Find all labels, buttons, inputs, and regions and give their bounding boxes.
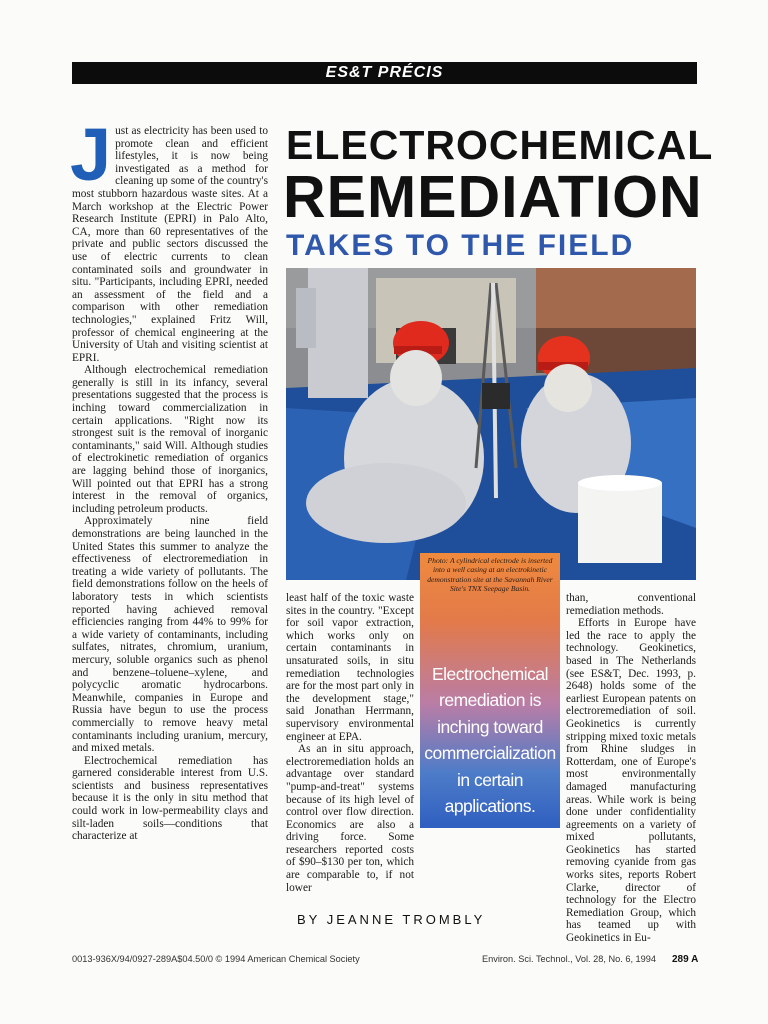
title-line-3: TAKES TO THE FIELD [286, 229, 635, 262]
footer-journal: Environ. Sci. Technol., Vol. 28, No. 6, 1994 [482, 954, 656, 964]
paragraph-7: than, conventional remediation methods. [566, 592, 696, 617]
footer-copyright: 0013-936X/94/0927-289A$04.50/0 © 1994 American Chemical Society [72, 954, 360, 964]
title-line-1: ELECTROCHEMICAL [286, 122, 714, 168]
footer-page-number: 289 A [672, 954, 699, 965]
pull-quote-line: inching toward [437, 716, 543, 737]
field-photo-illustration [286, 268, 696, 580]
caption-box [420, 553, 560, 828]
paragraph-5: least half of the toxic waste sites in the country. "Except for soil vapor extraction, which works only on certain contaminants in unsaturated soils, in situ remediation technologies are for the most part only in the development stage," said Jonathan Herrmann, supervisory environmental engineer at EPA. [286, 592, 414, 743]
pull-quote-line: in certain [456, 769, 523, 790]
paragraph-8: Efforts in Europe have led the race to apply the technology. Geokinetics, based in The Netherlands (see ES&T, Dec. 1993, p. 2648) holds some of the earliest European patents on electroremediation of soil. Geokinetics is currently stripping mixed toxic metals from Rhine sludges in Rotterdam, one of Europe's most environmentally damaged manufacturing areas. While work is being done under confidentiality agreements on a variety of mixed pollutants, Geokinetics has started removing cyanide from gas works sites, reports Robert Clarke, director of technology for the Electro Remediation Group, which has teamed up with Geokinetics in Eu- [566, 617, 696, 945]
drop-cap: J [70, 113, 112, 196]
paragraph-6: As an in situ approach, electroremediation holds an advantage over standard "pump-and-treat" systems because of its high level of control over flow direction. Economics are also a driving force. Some researchers reported costs of $90–$130 per ton, which are comparable to, if not lower [286, 743, 414, 894]
pull-quote-line: Electrochemical [431, 664, 549, 684]
pull-quote-line: applications. [444, 796, 536, 817]
pull-quote-line: commercialization [424, 743, 556, 764]
photo-caption: Photo: A cylindrical electrode is inserted into a well casing at an electrokinetic demonstration site at the Savannah River Site's TNX Seepage Basin. [427, 556, 553, 593]
title-line-2: REMEDIATION [283, 164, 703, 230]
section-banner: ES&T PRÉCIS [72, 62, 697, 84]
byline: BY JEANNE TROMBLY [297, 912, 486, 927]
column-3 [566, 592, 696, 945]
paragraph-3: Approximately nine field demonstrations are being launched in the United States this summer to analyze the effectiveness of electroremediation in treating a wide variety of pollutants. The field demonstrations follow on the heels of laboratory tests in which scientists reported having achieved removal efficiencies ranging from 44% to 99% for a wide variety of contaminants, including sulfates, nitrates, chromium, uranium, mercury, soluble organics such as phenol and benzene–toluene–xylene, and polycyclic aromatic hydrocarbons. Meanwhile, companies in Europe and Russia have begun to use the process commercially to remove heavy metal contaminants including uranium, mercury, and mixed metals. [72, 515, 268, 755]
paragraph-4: Electrochemical remediation has garnered considerable interest from U.S. scientists and business representatives because it is the only in situ method that could work in low-permeability clays and silt-laden soils—conditions that characterize at [72, 754, 268, 843]
pull-quote-line: remediation is [439, 690, 541, 711]
paragraph-1-text: ust as electricity has been used to promote clean and efficient lifestyles, it is now being investigated as a method for cleaning up some of the country's most stubborn hazardous waste sites. At a March workshop at the Electric Power Research Institute (EPRI) in Palo Alto, CA, more than 60 representatives of the private and public sectors discussed the use of electric currents to clean contaminated soils and groundwater in situ. "Participants, including EPRI, needed an assessment of the field and a comparison with other remediation technologies," explained Fritz Will, professor of chemical engineering at the University of Utah and visiting scientist at EPRI. [72, 125, 268, 364]
paragraph-1 [70, 113, 268, 364]
field-photo [286, 268, 696, 580]
paragraph-2: Although electrochemical remediation generally is still in its infancy, several presentations suggested that the process is inching toward commercialization in certain applications. "Right now its strongest suit is the removal of inorganic contaminants," said Will. Although studies of electrokinetic remediation of organics are lagging behind those of inorganics, Will pointed out that EPRI has a strong interest in the removal of organics, including petroleum products. [72, 364, 268, 515]
pull-quote [422, 661, 558, 819]
column-1 [70, 113, 268, 843]
column-2 [286, 592, 414, 894]
